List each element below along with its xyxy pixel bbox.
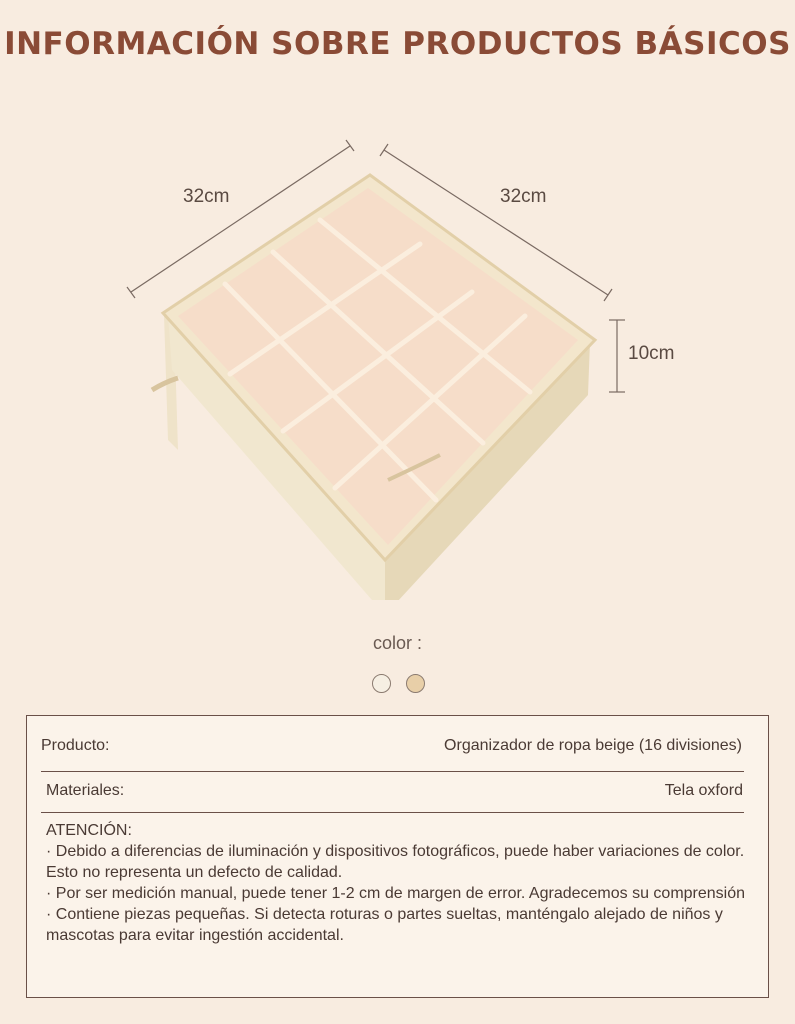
organizer-box — [152, 175, 595, 600]
dimension-depth-label: 32cm — [500, 186, 547, 207]
spec-row-product — [41, 737, 742, 755]
divider — [41, 812, 744, 813]
spec-value: Organizador de ropa beige (16 divisiones) — [444, 737, 742, 754]
dimension-line-height — [609, 320, 625, 392]
spec-label: Producto: — [41, 737, 110, 754]
spec-value: Tela oxford — [664, 782, 743, 799]
color-label: color : — [372, 633, 423, 653]
attention-item: · Contiene piezas pequeñas. Si detecta roturas o partes sueltas, manténgalo alejado de niños y mascotas para evitar ingestión accidental. — [46, 906, 723, 944]
attention-item: · Por ser medición manual, puede tener 1-2 cm de margen de error. Agradecemos su comprensión — [46, 885, 746, 902]
color-swatches — [372, 674, 425, 693]
attention-heading: ATENCIÓN: — [46, 822, 132, 839]
dimension-height-label: 10cm — [628, 343, 675, 364]
spec-label: Materiales: — [46, 782, 125, 799]
dimension-width-label: 32cm — [183, 186, 230, 207]
color-swatch-crema[interactable] — [372, 674, 391, 693]
attention-item: · Debido a diferencias de iluminación y dispositivos fotográficos, puede haber variaciones de color. Esto no representa un defecto de calidad. — [46, 843, 745, 881]
page-title: INFORMACIÓN SOBRE PRODUCTOS BÁSICOS — [4, 26, 791, 62]
divider — [41, 771, 744, 772]
product-illustration — [0, 120, 795, 600]
attention-notes — [46, 820, 754, 946]
spec-row-materials — [46, 782, 743, 800]
color-swatch-beige[interactable] — [406, 674, 425, 693]
product-info-box — [26, 715, 769, 998]
